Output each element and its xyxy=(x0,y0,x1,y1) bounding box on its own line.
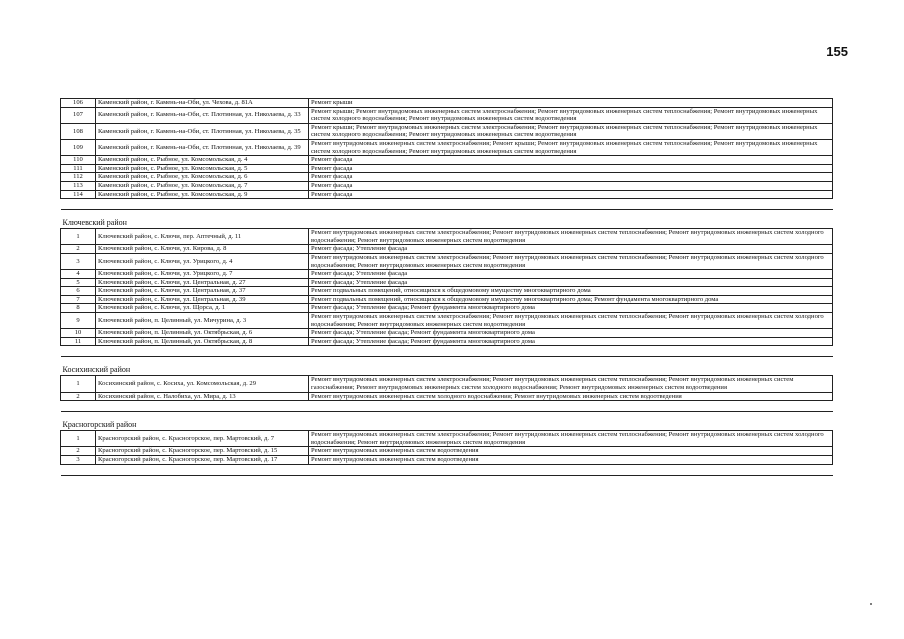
table-end-row xyxy=(61,464,833,475)
row-address: Ключевский район, п. Целинный, ул. Октябрьская, д. 6 xyxy=(96,329,309,338)
table-row xyxy=(61,278,833,287)
row-works: Ремонт крыши xyxy=(309,99,833,108)
table-body xyxy=(61,99,833,476)
row-address: Каменский район, г. Камень-на-Оби, ул. Чехова, д. 81А xyxy=(96,99,309,108)
page-number: 155 xyxy=(826,44,848,59)
row-address: Косихинский район, с. Налобиха, ул. Мира, д. 13 xyxy=(96,392,309,401)
spacer-cell xyxy=(61,199,833,210)
table-row xyxy=(61,456,833,465)
row-works: Ремонт внутридомовых инженерных систем водоотведения xyxy=(309,456,833,465)
row-address: Ключевский район, с. Ключи, ул. Урицкого, д. 4 xyxy=(96,253,309,269)
row-number: 109 xyxy=(61,139,96,155)
row-address: Ключевский район, с. Ключи, ул. Центральная, д. 37 xyxy=(96,287,309,296)
row-address: Ключевский район, п. Целинный, ул. Октябрьская, д. 8 xyxy=(96,337,309,346)
row-works: Ремонт фасада; Утепление фасада xyxy=(309,270,833,279)
row-address: Красногорский район, с. Красногорское, пер. Мартовский, д. 17 xyxy=(96,456,309,465)
table-row xyxy=(61,229,833,245)
table-row xyxy=(61,270,833,279)
row-address: Красногорский район, с. Красногорское, пер. Мартовский, д. 15 xyxy=(96,447,309,456)
row-number: 9 xyxy=(61,313,96,329)
table-row xyxy=(61,304,833,313)
section-title: Красногорский район xyxy=(61,412,833,431)
table-row xyxy=(61,164,833,173)
row-works: Ремонт внутридомовых инженерных систем холодного водоснабжения; Ремонт внутридомовых инженерных систем водоотведения xyxy=(309,392,833,401)
row-address: Ключевский район, с. Ключи, ул. Урицкого, д. 7 xyxy=(96,270,309,279)
table-row xyxy=(61,123,833,139)
row-works: Ремонт фасада; Утепление фасада; Ремонт фундамента многоквартирного дома xyxy=(309,337,833,346)
row-number: 108 xyxy=(61,123,96,139)
row-number: 8 xyxy=(61,304,96,313)
table-row xyxy=(61,392,833,401)
spacer-cell xyxy=(61,346,833,357)
table-row xyxy=(61,253,833,269)
row-number: 2 xyxy=(61,392,96,401)
table-row xyxy=(61,107,833,123)
row-number: 107 xyxy=(61,107,96,123)
row-works: Ремонт внутридомовых инженерных систем электроснабжения; Ремонт внутридомовых инженерных систем теплоснабжения; Ремонт внутридомовых инженерных систем газоснабжения; Ремонт внутридомовых инженерных систем холодного водоснабжения; Ремонт внутридомовых инженерных систем водоотведения xyxy=(309,376,833,392)
spacer-cell xyxy=(61,401,833,412)
row-number: 3 xyxy=(61,253,96,269)
table-row xyxy=(61,287,833,296)
row-address: Каменский район, с. Рыбное, ул. Комсомольская, д. 4 xyxy=(96,156,309,165)
row-works: Ремонт фасада xyxy=(309,190,833,199)
row-address: Каменский район, с. Рыбное, ул. Комсомольская, д. 6 xyxy=(96,173,309,182)
table-row xyxy=(61,181,833,190)
row-number: 2 xyxy=(61,447,96,456)
row-address: Каменский район, с. Рыбное, ул. Комсомольская, д. 5 xyxy=(96,164,309,173)
table-row xyxy=(61,447,833,456)
row-number: 113 xyxy=(61,181,96,190)
row-works: Ремонт фасада xyxy=(309,156,833,165)
section-title: Ключевский район xyxy=(61,210,833,229)
spacer-cell xyxy=(61,464,833,475)
row-address: Ключевский район, с. Ключи, пер. Аптечный, д. 11 xyxy=(96,229,309,245)
row-number: 111 xyxy=(61,164,96,173)
row-number: 4 xyxy=(61,270,96,279)
table-row xyxy=(61,313,833,329)
row-works: Ремонт внутридомовых инженерных систем электроснабжения; Ремонт внутридомовых инженерных систем теплоснабжения; Ремонт внутридомовых инженерных систем холодного водоснабжения; Ремонт внутридомовых инженерных систем водоотведения xyxy=(309,229,833,245)
row-address: Каменский район, с. Рыбное, ул. Комсомольская, д. 7 xyxy=(96,181,309,190)
row-address: Ключевский район, п. Целинный, ул. Мичурина, д. 3 xyxy=(96,313,309,329)
row-number: 1 xyxy=(61,376,96,392)
section-spacer xyxy=(61,401,833,412)
row-works: Ремонт фасада xyxy=(309,173,833,182)
row-number: 112 xyxy=(61,173,96,182)
section-header-row xyxy=(61,412,833,431)
table-row xyxy=(61,337,833,346)
row-works: Ремонт внутридомовых инженерных систем электроснабжения; Ремонт внутридомовых инженерных систем теплоснабжения; Ремонт внутридомовых инженерных систем холодного водоснабжения; Ремонт внутридомовых инженерных систем водоотведения xyxy=(309,313,833,329)
row-address: Красногорский район, с. Красногорское, пер. Мартовский, д. 7 xyxy=(96,431,309,447)
row-number: 106 xyxy=(61,99,96,108)
row-works: Ремонт фасада xyxy=(309,181,833,190)
row-address: Каменский район, г. Камень-на-Оби, ст. Плотинная, ул. Николаева, д. 33 xyxy=(96,107,309,123)
row-works: Ремонт крыши; Ремонт внутридомовых инженерных систем электроснабжения; Ремонт внутридомовых инженерных систем теплоснабжения; Ремонт внутридомовых инженерных систем холодного водоснабжения; Ремонт внутридомовых инженерных систем водоотведения xyxy=(309,123,833,139)
table-row xyxy=(61,295,833,304)
row-number: 5 xyxy=(61,278,96,287)
row-works: Ремонт подвальных помещений, относящихся к общедомовому имуществу многоквартирного дома; Ремонт фундамента многоквартирного дома xyxy=(309,295,833,304)
section-header-row xyxy=(61,210,833,229)
row-number: 10 xyxy=(61,329,96,338)
row-works: Ремонт фасада; Утепление фасада; Ремонт фундамента многоквартирного дома xyxy=(309,329,833,338)
table-row xyxy=(61,245,833,254)
row-address: Каменский район, с. Рыбное, ул. Комсомольская, д. 9 xyxy=(96,190,309,199)
row-works: Ремонт фасада; Утепление фасада; Ремонт фундамента многоквартирного дома xyxy=(309,304,833,313)
section-title: Косихинский район xyxy=(61,357,833,376)
row-number: 2 xyxy=(61,245,96,254)
table-row xyxy=(61,329,833,338)
table-row xyxy=(61,156,833,165)
row-works: Ремонт крыши; Ремонт внутридомовых инженерных систем электроснабжения; Ремонт внутридомовых инженерных систем теплоснабжения; Ремонт внутридомовых инженерных систем холодного водоснабжения; Ремонт внутридомовых инженерных систем водоотведения xyxy=(309,107,833,123)
row-address: Ключевский район, с. Ключи, ул. Кирова, д. 8 xyxy=(96,245,309,254)
section-spacer xyxy=(61,346,833,357)
row-number: 110 xyxy=(61,156,96,165)
row-number: 11 xyxy=(61,337,96,346)
row-number: 3 xyxy=(61,456,96,465)
scan-speck xyxy=(870,603,872,605)
row-number: 6 xyxy=(61,287,96,296)
row-address: Ключевский район, с. Ключи, ул. Центральная, д. 39 xyxy=(96,295,309,304)
row-address: Ключевский район, с. Ключи, ул. Центральная, д. 27 xyxy=(96,278,309,287)
table-row xyxy=(61,376,833,392)
section-spacer xyxy=(61,199,833,210)
row-address: Ключевский район, с. Ключи, ул. Щорса, д. 1 xyxy=(96,304,309,313)
table-row xyxy=(61,99,833,108)
row-works: Ремонт фасада; Утепление фасада xyxy=(309,278,833,287)
row-works: Ремонт внутридомовых инженерных систем электроснабжения; Ремонт крыши; Ремонт внутридомовых инженерных систем теплоснабжения; Ремонт внутридомовых инженерных систем холодного водоснабжения; Ремонт внутридомовых инженерных систем водоотведения xyxy=(309,139,833,155)
row-works: Ремонт фасада; Утепление фасада xyxy=(309,245,833,254)
row-address: Каменский район, г. Камень-на-Оби, ст. Плотинная, ул. Николаева, д. 39 xyxy=(96,139,309,155)
row-number: 7 xyxy=(61,295,96,304)
row-works: Ремонт внутридомовых инженерных систем водоотведения xyxy=(309,447,833,456)
row-works: Ремонт внутридомовых инженерных систем электроснабжения; Ремонт внутридомовых инженерных систем теплоснабжения; Ремонт внутридомовых инженерных систем холодного водоснабжения; Ремонт внутридомовых инженерных систем водоотведения xyxy=(309,431,833,447)
row-address: Косихинский район, с. Косиха, ул. Комсомольская, д. 29 xyxy=(96,376,309,392)
row-number: 1 xyxy=(61,431,96,447)
table-row xyxy=(61,190,833,199)
table-row xyxy=(61,173,833,182)
row-address: Каменский район, г. Камень-на-Оби, ст. Плотинная, ул. Николаева, д. 35 xyxy=(96,123,309,139)
table-row xyxy=(61,139,833,155)
section-header-row xyxy=(61,357,833,376)
row-works: Ремонт внутридомовых инженерных систем электроснабжения; Ремонт внутридомовых инженерных систем теплоснабжения; Ремонт внутридомовых инженерных систем холодного водоснабжения; Ремонт внутридомовых инженерных систем водоотведения xyxy=(309,253,833,269)
table-row xyxy=(61,431,833,447)
row-number: 114 xyxy=(61,190,96,199)
repair-schedule-table xyxy=(60,98,833,476)
row-works: Ремонт фасада xyxy=(309,164,833,173)
row-number: 1 xyxy=(61,229,96,245)
row-works: Ремонт подвальных помещений, относящихся к общедомовому имуществу многоквартирного дома xyxy=(309,287,833,296)
